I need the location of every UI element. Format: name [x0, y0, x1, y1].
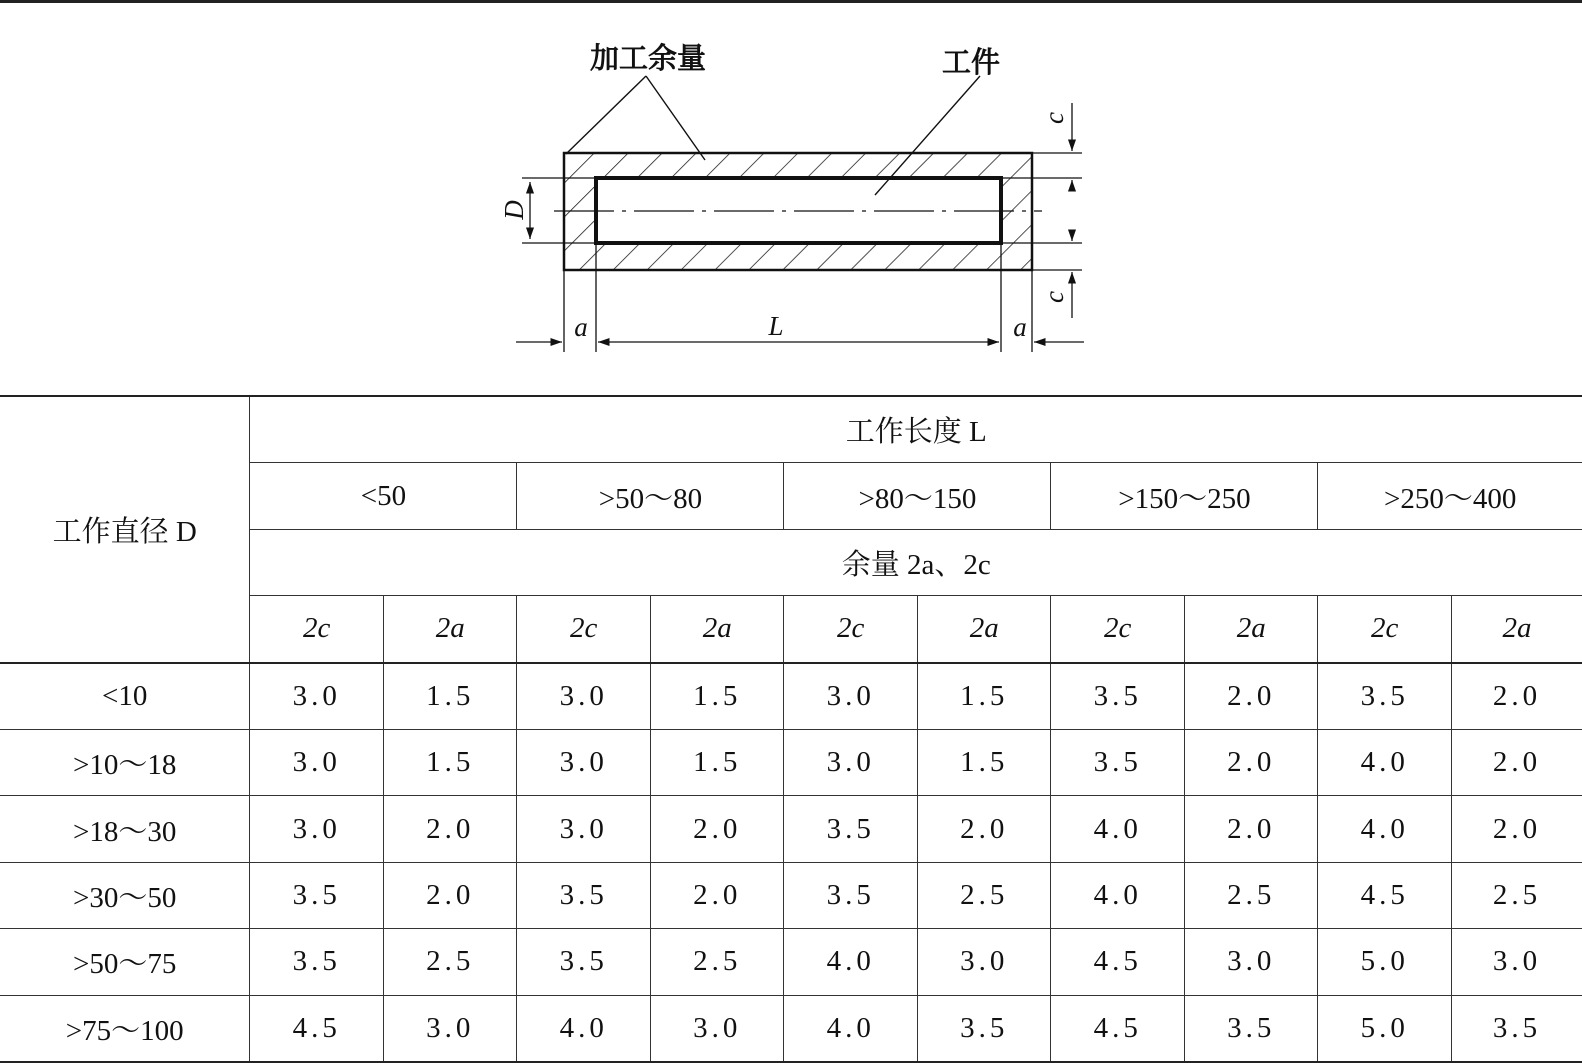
dim-c-bottom-label: c — [1039, 291, 1069, 303]
sub-header: 2a — [383, 596, 517, 663]
allowance-diagram — [0, 0, 1582, 395]
allowance-value: 4.5 — [250, 995, 384, 1062]
allowance-header: 余量 2a、2c — [250, 529, 1582, 595]
allowance-value: 3.0 — [250, 663, 384, 730]
dim-L-label: L — [768, 311, 784, 341]
allowance-value: 4.0 — [517, 995, 651, 1062]
allowance-value: 1.5 — [383, 729, 517, 795]
allowance-value: 3.5 — [1051, 729, 1185, 795]
allowance-value: 1.5 — [383, 663, 517, 730]
row-header-diameter — [0, 396, 250, 663]
allowance-value: 4.0 — [1318, 796, 1452, 862]
allowance-value: 5.0 — [1318, 929, 1452, 995]
allowance-value: 2.0 — [1451, 729, 1582, 795]
allowance-value: 2.0 — [383, 796, 517, 862]
table-row — [0, 929, 1582, 995]
allowance-value: 1.5 — [917, 729, 1051, 795]
table-row — [0, 729, 1582, 795]
table-row — [0, 796, 1582, 862]
length-range: >80～150 — [784, 463, 1051, 529]
allowance-value: 4.0 — [1318, 729, 1452, 795]
allowance-value: 3.5 — [250, 862, 384, 928]
dim-D-label: D — [499, 200, 529, 220]
allowance-value: 3.5 — [1051, 663, 1185, 730]
allowance-value: 2.0 — [1451, 796, 1582, 862]
allowance-value: 3.5 — [784, 862, 918, 928]
allowance-value: 2.0 — [1184, 729, 1318, 795]
allowance-value: 3.5 — [1451, 995, 1582, 1062]
allowance-value: 3.0 — [517, 796, 651, 862]
allowance-value: 2.5 — [383, 929, 517, 995]
allowance-value: 3.0 — [784, 729, 918, 795]
sub-header: 2c — [784, 596, 918, 663]
dim-c-top-label: c — [1039, 112, 1069, 124]
allowance-value: 3.0 — [1184, 929, 1318, 995]
sub-header: 2a — [650, 596, 784, 663]
sub-header: 2a — [917, 596, 1051, 663]
diameter-range: >30～50 — [0, 862, 250, 928]
sub-header: 2c — [1318, 596, 1452, 663]
allowance-value: 2.0 — [917, 796, 1051, 862]
allowance-value: 2.0 — [1451, 663, 1582, 730]
allowance-value: 2.5 — [917, 862, 1051, 928]
allowance-value: 4.5 — [1051, 929, 1185, 995]
length-header — [250, 396, 1582, 463]
allowance-value: 3.0 — [383, 995, 517, 1062]
allowance-value: 3.0 — [517, 729, 651, 795]
sub-header: 2c — [250, 596, 384, 663]
allowance-value: 1.5 — [650, 663, 784, 730]
sub-header: 2a — [1451, 596, 1582, 663]
allowance-value: 3.5 — [1184, 995, 1318, 1062]
allowance-value: 3.0 — [1451, 929, 1582, 995]
allowance-value: 4.0 — [784, 929, 918, 995]
allowance-value: 3.0 — [917, 929, 1051, 995]
table-row — [0, 995, 1582, 1062]
length-range: <50 — [250, 463, 517, 529]
workpiece-label: 工件 — [942, 45, 1001, 79]
length-header-text: 工作长度 L — [845, 416, 987, 449]
sub-header: 2a — [1184, 596, 1318, 663]
allowance-value: 1.5 — [917, 663, 1051, 730]
dim-a-right-label: a — [1013, 312, 1027, 342]
allowance-value: 5.0 — [1318, 995, 1452, 1062]
allowance-diagram-svg — [0, 0, 1582, 395]
allowance-value: 4.5 — [1318, 862, 1452, 928]
length-range: >250～400 — [1318, 463, 1582, 529]
allowance-value: 2.0 — [383, 862, 517, 928]
allowance-value: 3.5 — [517, 862, 651, 928]
diameter-range: >50～75 — [0, 929, 250, 995]
table-row — [0, 663, 1582, 730]
allowance-value: 3.5 — [1318, 663, 1452, 730]
allowance-value: 2.0 — [1184, 796, 1318, 862]
diameter-range: <10 — [0, 663, 250, 730]
allowance-value: 4.0 — [784, 995, 918, 1062]
allowance-value: 3.5 — [917, 995, 1051, 1062]
allowance-value: 3.0 — [650, 995, 784, 1062]
sub-header: 2c — [517, 596, 651, 663]
allowance-value: 2.5 — [1184, 862, 1318, 928]
row-header-text: 工作直径 D — [52, 515, 197, 548]
allowance-label: 加工余量 — [590, 41, 707, 75]
allowance-value: 3.0 — [250, 796, 384, 862]
allowance-value: 2.5 — [1451, 862, 1582, 928]
table-row — [0, 862, 1582, 928]
dim-a-left-label: a — [574, 312, 588, 342]
allowance-value: 2.0 — [1184, 663, 1318, 730]
allowance-table — [0, 395, 1582, 1063]
allowance-value: 4.0 — [1051, 862, 1185, 928]
length-range: >150～250 — [1051, 463, 1318, 529]
allowance-value: 3.0 — [784, 663, 918, 730]
allowance-value: 4.5 — [1051, 995, 1185, 1062]
diameter-range: >10～18 — [0, 729, 250, 795]
allowance-value: 4.0 — [1051, 796, 1185, 862]
allowance-value: 2.5 — [650, 929, 784, 995]
allowance-value: 3.5 — [784, 796, 918, 862]
sub-header: 2c — [1051, 596, 1185, 663]
allowance-value: 3.0 — [250, 729, 384, 795]
allowance-value: 1.5 — [650, 729, 784, 795]
allowance-value: 3.5 — [250, 929, 384, 995]
table-body — [0, 663, 1582, 1062]
diameter-range: >75～100 — [0, 995, 250, 1062]
allowance-value: 3.0 — [517, 663, 651, 730]
allowance-value: 2.0 — [650, 796, 784, 862]
diameter-range: >18～30 — [0, 796, 250, 862]
allowance-value: 3.5 — [517, 929, 651, 995]
allowance-value: 2.0 — [650, 862, 784, 928]
length-range: >50～80 — [517, 463, 784, 529]
